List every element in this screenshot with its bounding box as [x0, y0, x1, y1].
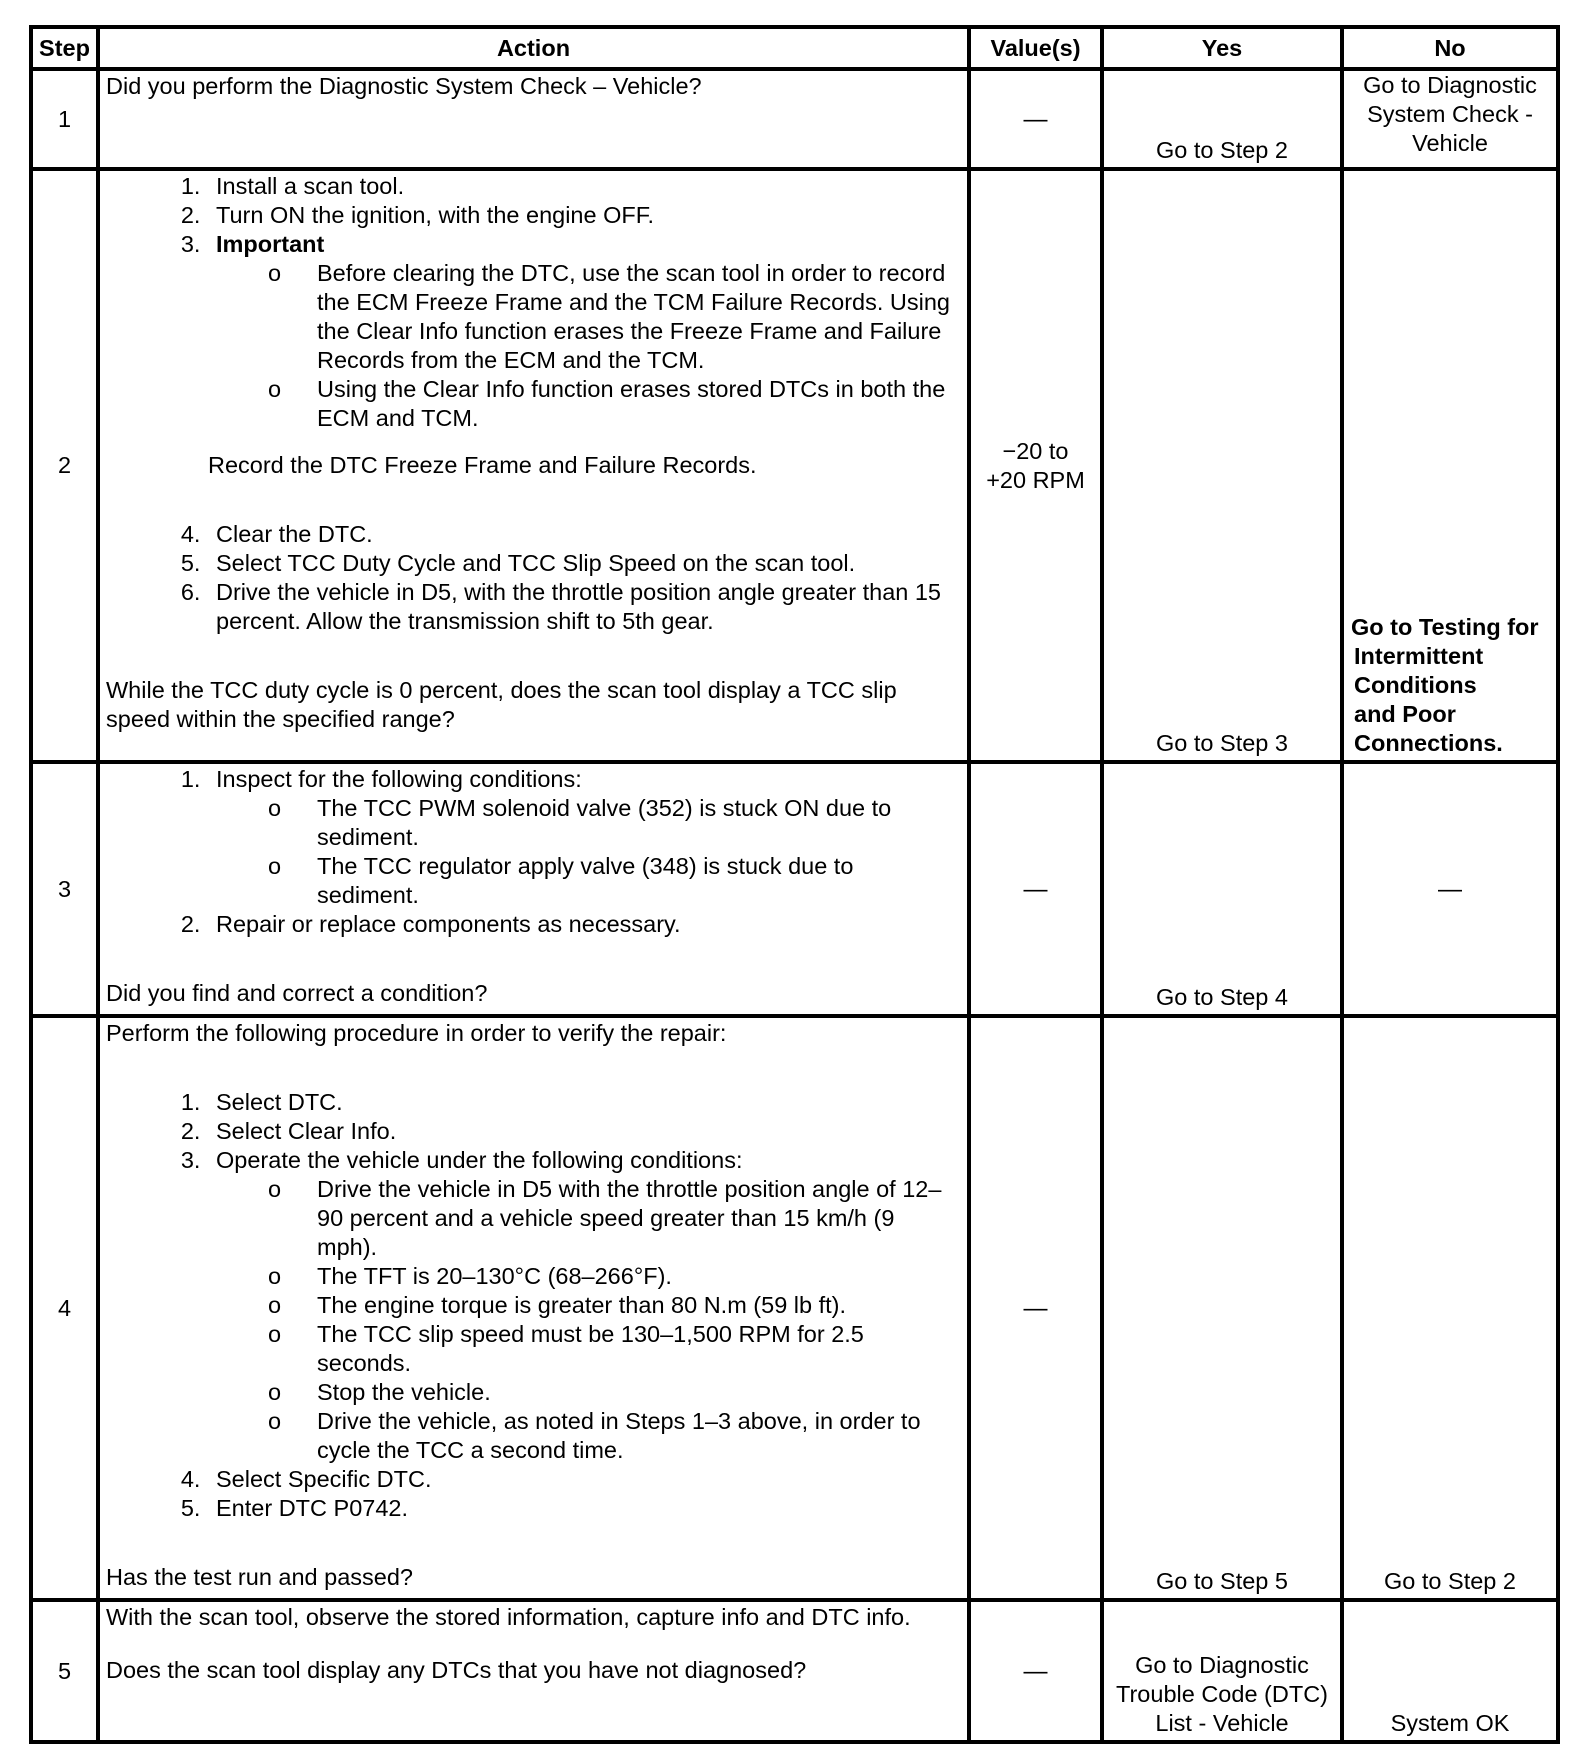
- no-cell: —: [1342, 762, 1558, 1016]
- sub-list: [216, 1175, 961, 1465]
- no-cell: Go to Step 2: [1342, 1016, 1558, 1600]
- list-item: o Drive the vehicle in D5 with the throttle position angle of 12–90 percent and a vehicle speed greater than 15 km/h (9 mph).: [317, 1175, 961, 1262]
- header-values: Value(s): [969, 27, 1102, 69]
- table-row: [31, 762, 1558, 1016]
- header-step: Step: [31, 27, 98, 69]
- list-item: 2. Select Clear Info.: [207, 1117, 961, 1146]
- action-steps: [106, 1088, 961, 1523]
- list-item: 2. Turn ON the ignition, with the engine OFF.: [207, 201, 961, 230]
- header-row: [31, 27, 1558, 69]
- header-action: Action: [98, 27, 969, 69]
- step-number: 1: [31, 69, 98, 169]
- value-cell: −20 to +20 RPM: [969, 169, 1102, 762]
- yes-cell: Go to Diagnostic Trouble Code (DTC) List - Vehicle: [1102, 1600, 1342, 1742]
- step-number: 3: [31, 762, 98, 1016]
- step-number: 4: [31, 1016, 98, 1600]
- action-cell: [98, 1016, 969, 1600]
- value-cell: —: [969, 1600, 1102, 1742]
- list-item: o Drive the vehicle, as noted in Steps 1–3 above, in order to cycle the TCC a second time.: [317, 1407, 961, 1465]
- value-cell: —: [969, 69, 1102, 169]
- yes-cell: Go to Step 4: [1102, 762, 1342, 1016]
- list-item: o The TCC regulator apply valve (348) is stuck due to sediment.: [317, 852, 961, 910]
- list-item: [207, 230, 961, 433]
- action-cell: [98, 1600, 969, 1742]
- action-intro: Perform the following procedure in order to verify the repair:: [106, 1020, 727, 1046]
- diagnostic-table: [29, 25, 1560, 1744]
- step-number: 5: [31, 1600, 98, 1742]
- table-row: [31, 69, 1558, 169]
- list-item: 1. Install a scan tool.: [207, 172, 961, 201]
- list-item: 1. Select DTC.: [207, 1088, 961, 1117]
- action-question: Does the scan tool display any DTCs that you have not diagnosed?: [106, 1657, 807, 1683]
- table-row: [31, 1600, 1558, 1742]
- important-label: Important: [216, 231, 325, 257]
- list-item: o Stop the vehicle.: [317, 1378, 961, 1407]
- list-item: 4. Clear the DTC.: [207, 520, 961, 549]
- list-item: 3. Operate the vehicle under the following conditions: o Drive the vehicle in D5 with the throttle position angle of 12–90 percent and a vehicle speed greater than 15 km/h (9 mph). o The TFT is 20–130°C (68–266°F). o The engine torque is greater than 80 N.m (59 lb ft). o The TCC slip speed must be 130–1,500 RPM for 2.5 seconds. o Stop the vehicle. o Drive the vehicle, as noted in Steps 1–3 above, in order to cycle the TCC a second time.: [207, 1146, 961, 1465]
- action-question: Did you find and correct a condition?: [106, 980, 488, 1006]
- no-cell: Go to Testing for Intermittent Conditions and Poor Connections.: [1342, 169, 1558, 762]
- list-item: o The TFT is 20–130°C (68–266°F).: [317, 1262, 961, 1291]
- action-cell: [98, 762, 969, 1016]
- value-cell: —: [969, 762, 1102, 1016]
- list-item: 4. Select Specific DTC.: [207, 1465, 961, 1494]
- action-cell: [98, 169, 969, 762]
- list-item: o The TCC PWM solenoid valve (352) is stuck ON due to sediment.: [317, 794, 961, 852]
- table-row: [31, 169, 1558, 762]
- action-question: Has the test run and passed?: [106, 1564, 414, 1590]
- sub-list: [216, 794, 961, 910]
- action-intro: With the scan tool, observe the stored information, capture info and DTC info.: [106, 1604, 911, 1630]
- action-steps: [106, 765, 961, 939]
- table-row: [31, 1016, 1558, 1600]
- no-cell: Go to Diagnostic System Check - Vehicle: [1342, 69, 1558, 169]
- action-question: Did you perform the Diagnostic System Check – Vehicle?: [106, 73, 702, 99]
- list-item: o Using the Clear Info function erases stored DTCs in both the ECM and TCM.: [317, 375, 961, 433]
- action-steps: [106, 520, 961, 636]
- action-cell: [98, 69, 969, 169]
- list-item: o The TCC slip speed must be 130–1,500 RPM for 2.5 seconds.: [317, 1320, 961, 1378]
- yes-cell: Go to Step 3: [1102, 169, 1342, 762]
- step-number: 2: [31, 169, 98, 762]
- record-note: Record the DTC Freeze Frame and Failure Records.: [208, 452, 757, 478]
- list-item: o Before clearing the DTC, use the scan tool in order to record the ECM Freeze Frame and the TCM Failure Records. Using the Clear Info function erases the Freeze Frame and Failure Records from the ECM and the TCM.: [317, 259, 961, 375]
- list-item: 2. Repair or replace components as necessary.: [207, 910, 961, 939]
- header-no: No: [1342, 27, 1558, 69]
- header-yes: Yes: [1102, 27, 1342, 69]
- list-item: 1. Inspect for the following conditions: o The TCC PWM solenoid valve (352) is stuck ON due to sediment. o The TCC regulator apply valve (348) is stuck due to sediment.: [207, 765, 961, 910]
- list-item: o The engine torque is greater than 80 N.m (59 lb ft).: [317, 1291, 961, 1320]
- list-item: 5. Enter DTC P0742.: [207, 1494, 961, 1523]
- action-steps: [106, 172, 961, 433]
- yes-cell: Go to Step 2: [1102, 69, 1342, 169]
- list-item: 5. Select TCC Duty Cycle and TCC Slip Speed on the scan tool.: [207, 549, 961, 578]
- list-item: 6. Drive the vehicle in D5, with the throttle position angle greater than 15 percent. Allow the transmission shift to 5th gear.: [207, 578, 961, 636]
- yes-cell: Go to Step 5: [1102, 1016, 1342, 1600]
- sub-list: [216, 259, 961, 433]
- action-question: While the TCC duty cycle is 0 percent, does the scan tool display a TCC slip speed within the specified range?: [106, 677, 897, 732]
- value-cell: —: [969, 1016, 1102, 1600]
- no-cell: System OK: [1342, 1600, 1558, 1742]
